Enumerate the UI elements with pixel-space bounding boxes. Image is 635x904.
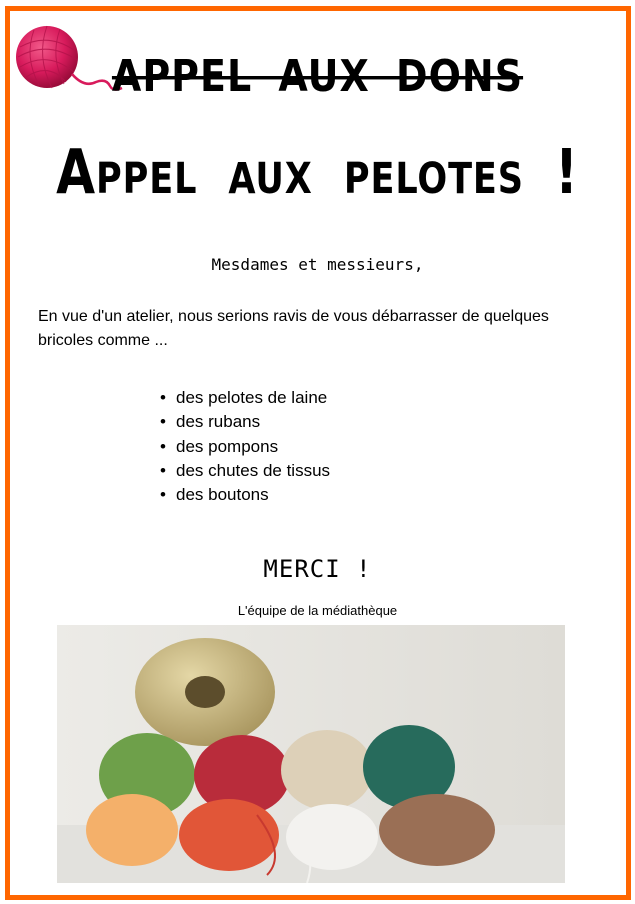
donation-list <box>160 386 330 507</box>
yarn-balls-photo <box>57 625 565 883</box>
struck-title: APPEL AUX DONS <box>111 50 524 102</box>
page-title: Appel aux pelotes ! <box>56 136 579 209</box>
list-item: • des pompons <box>160 435 330 459</box>
greeting: Mesdames et messieurs, <box>211 255 424 274</box>
signature: L'équipe de la médiathèque <box>237 603 398 618</box>
list-item: • des rubans <box>160 410 330 434</box>
thanks-text: MERCI ! <box>263 555 372 583</box>
intro-paragraph: En vue d'un atelier, nous serions ravis de vous débarrasser de quelques bricoles comme ... <box>38 308 549 349</box>
list-item: • des boutons <box>160 483 330 507</box>
list-item: • des pelotes de laine <box>160 386 330 410</box>
list-item: • des chutes de tissus <box>160 459 330 483</box>
